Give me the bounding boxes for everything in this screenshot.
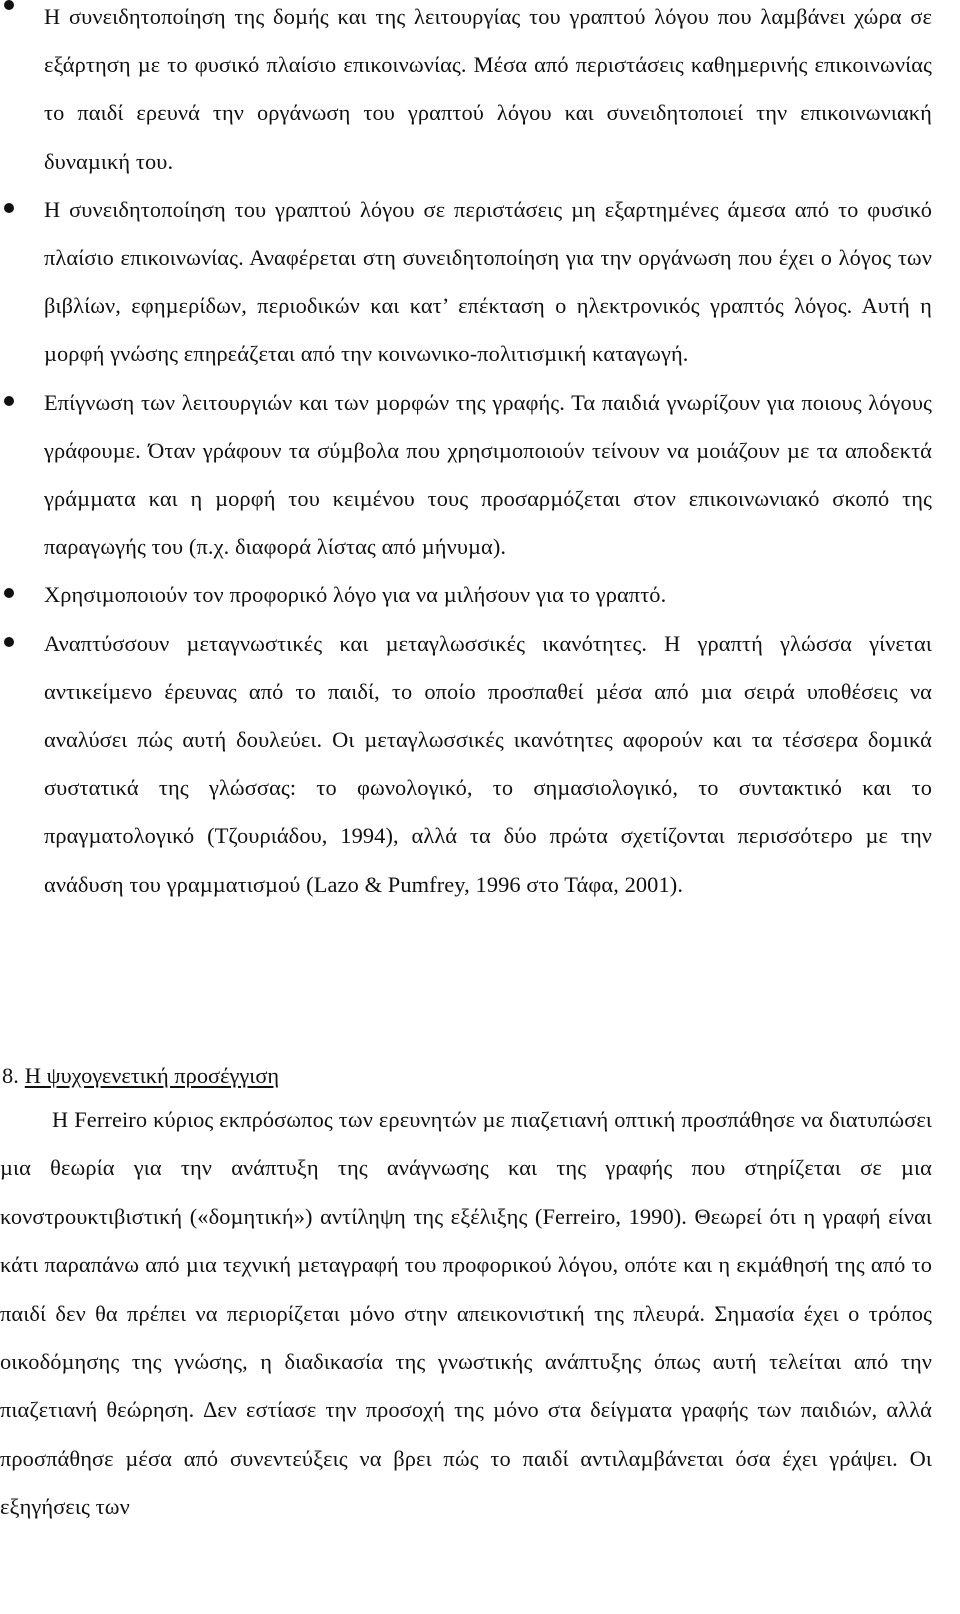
bullet-item — [0, 186, 932, 379]
bullet-item — [0, 379, 932, 572]
bullet-text: Αναπτύσσουν µεταγνωστικές και µεταγλωσσικές ικανότητες. Η γραπτή γλώσσα γίνεται αντικείµενο έρευνας από το παιδί, το οποίο προσπαθεί µέσα από µια σειρά υποθέσεις να αναλύσει πώς αυτή δουλεύει. Οι µεταγλωσσικές ικανότητες αφορούν και τα τέσσερα δοµικά συστατικά της γλώσσας: το φωνολογικό, το σηµασιολογικό, το συντακτικό και το πραγµατολογικό (Τζουριάδου, 1994), αλλά τα δύο πρώτα σχετίζονται περισσότερο µε την ανάδυση του γραµµατισµού (Lazo & Pumfrey, 1996 στο Τάφα, 2001). — [44, 630, 932, 897]
bullet-dot-icon — [4, 588, 14, 598]
section-number: 8. — [2, 1063, 19, 1088]
bullet-text: Χρησιµοποιούν τον προφορικό λόγο για να µιλήσουν για το γραπτό. — [44, 582, 667, 608]
bullet-text: Η συνειδητοποίηση της δοµής και της λειτουργίας του γραπτού λόγου που λαµβάνει χώρα σε εξάρτηση µε το φυσικό πλαίσιο επικοινωνίας. Μέσα από περιστάσεις καθηµερινής επικοινωνίας το παιδί ερευνά την οργάνωση του γραπτού λόγου και συνειδητοποιεί την επικοινωνιακή δυναµική του. — [44, 4, 932, 174]
bullet-item — [0, 620, 932, 909]
bullet-dot-icon — [4, 0, 14, 10]
section-heading — [2, 1052, 279, 1100]
bullet-item — [0, 0, 932, 186]
bullet-item — [0, 571, 932, 619]
section-title: Η ψυχογενετική προσέγγιση — [24, 1063, 280, 1088]
bullet-dot-icon — [4, 637, 14, 647]
bullet-text: Επίγνωση των λειτουργιών και των µορφών της γραφής. Τα παιδιά γνωρίζουν για ποιους λόγους γράφουµε. Όταν γράφουν τα σύµβολα που χρησιµοποιούν τείνουν να µοιάζουν µε τα αποδεκτά γράµµατα και η µορφή του κειµένου τους προσαρµόζεται στον επικοινωνιακό σκοπό της παραγωγής του (π.χ. διαφορά λίστας από µήνυµα). — [44, 389, 932, 560]
body-paragraph: Η Ferreiro κύριος εκπρόσωπος των ερευνητών µε πιαζετιανή οπτική προσπάθησε να διατυπώσει µια θεωρία για την ανάπτυξη της ανάγνωσης και της γραφής που στηρίζεται σε µια κονστρουκτιβιστική («δοµητική») αντίληψη της εξέλιξης (Ferreiro, 1990). Θεωρεί ότι η γραφή είναι κάτι παραπάνω από µια τεχνική µεταγραφή του προφορικού λόγου, οπότε και η εκµάθησή της από το παιδί δεν θα πρέπει να περιορίζεται µόνο στην απεικονιστική της πλευρά. Σηµασία έχει ο τρόπος οικοδόµησης της γνώσης, η διαδικασία της γνωστικής ανάπτυξης όπως αυτή τελείται από την πιαζετιανή θεώρηση. ∆εν εστίασε την προσοχή της µόνο στα δείγµατα γραφής των παιδιών, αλλά προσπάθησε µέσα από συνεντεύξεις να βρει πώς το παιδί αντιλαµβάνεται όσα έχει γράψει. Οι εξηγήσεις των — [0, 1107, 932, 1520]
bullet-dot-icon — [4, 203, 14, 213]
bullet-text: Η συνειδητοποίηση του γραπτού λόγου σε περιστάσεις µη εξαρτηµένες άµεσα από το φυσικό πλαίσιο επικοινωνίας. Αναφέρεται στη συνειδητοποίηση για την οργάνωση που έχει ο λόγος των βιβλίων, εφηµερίδων, περιοδικών και κατ’ επέκταση ο ηλεκτρονικός γραπτός λόγος. Αυτή η µορφή γνώσης επηρεάζεται από την κοινωνικο-πολιτισµική καταγωγή. — [44, 196, 932, 367]
bullet-dot-icon — [4, 396, 14, 406]
